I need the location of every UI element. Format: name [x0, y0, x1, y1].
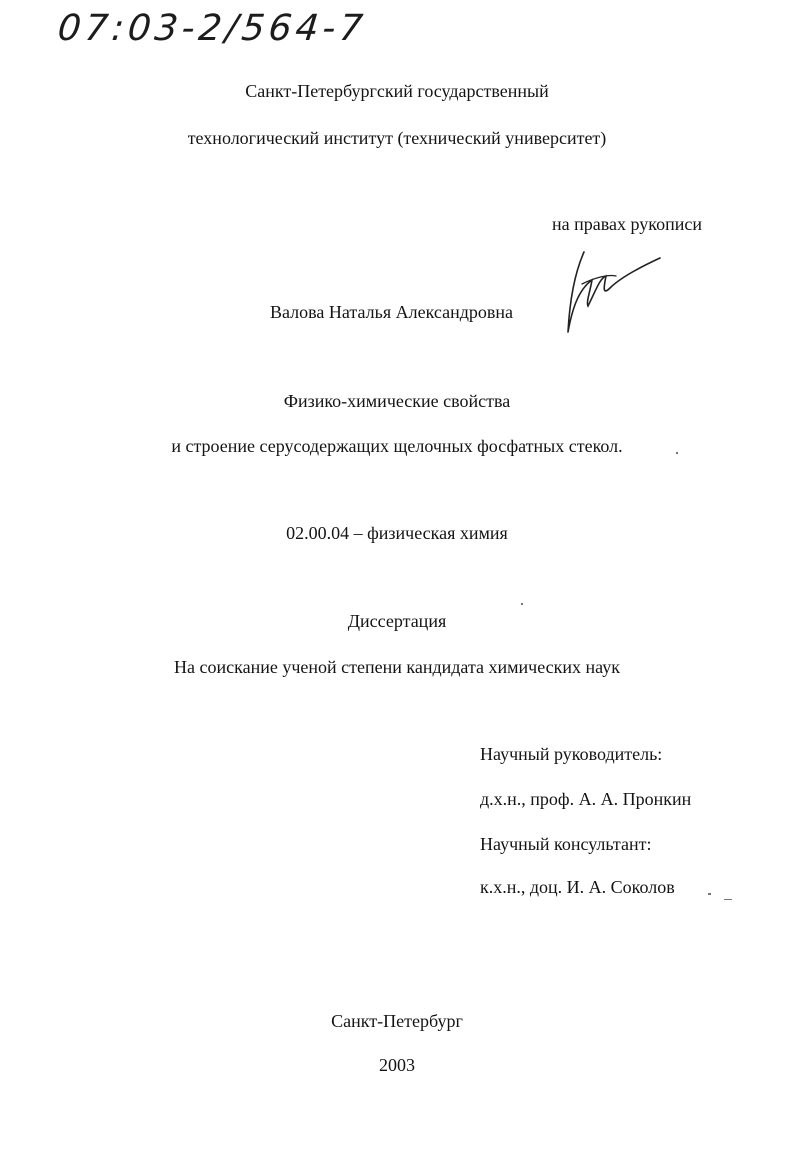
institution-line-1: Санкт-Петербургский государственный	[245, 81, 549, 101]
city: Санкт-Петербург	[331, 1011, 463, 1031]
specialty-code: 02.00.04 – физическая химия	[286, 523, 508, 543]
scan-speck	[708, 893, 711, 895]
scan-speck	[676, 452, 678, 454]
manuscript-note: на правах рукописи	[552, 214, 702, 234]
consultant-label: Научный консультант:	[480, 834, 652, 854]
thesis-title-line-2: и строение серусодержащих щелочных фосфатных стекол.	[171, 436, 623, 456]
handwritten-catalog-number: 07:03-2/564-7	[55, 8, 369, 49]
supervisor-name: д.х.н., проф. А. А. Пронкин	[480, 789, 692, 809]
scan-speck	[521, 603, 523, 605]
signature	[556, 240, 666, 340]
scan-speck	[724, 899, 732, 900]
work-type: Диссертация	[347, 611, 447, 631]
institution-line-2: технологический институт (технический университет)	[187, 128, 607, 148]
author-name: Валова Наталья Александровна	[270, 302, 513, 322]
year: 2003	[379, 1055, 415, 1075]
thesis-title-line-1: Физико-химические свойства	[283, 391, 511, 411]
consultant-name: к.х.н., доц. И. А. Соколов	[480, 877, 675, 897]
supervisor-label: Научный руководитель:	[480, 744, 663, 764]
degree-statement: На соискание ученой степени кандидата химических наук	[174, 657, 620, 677]
